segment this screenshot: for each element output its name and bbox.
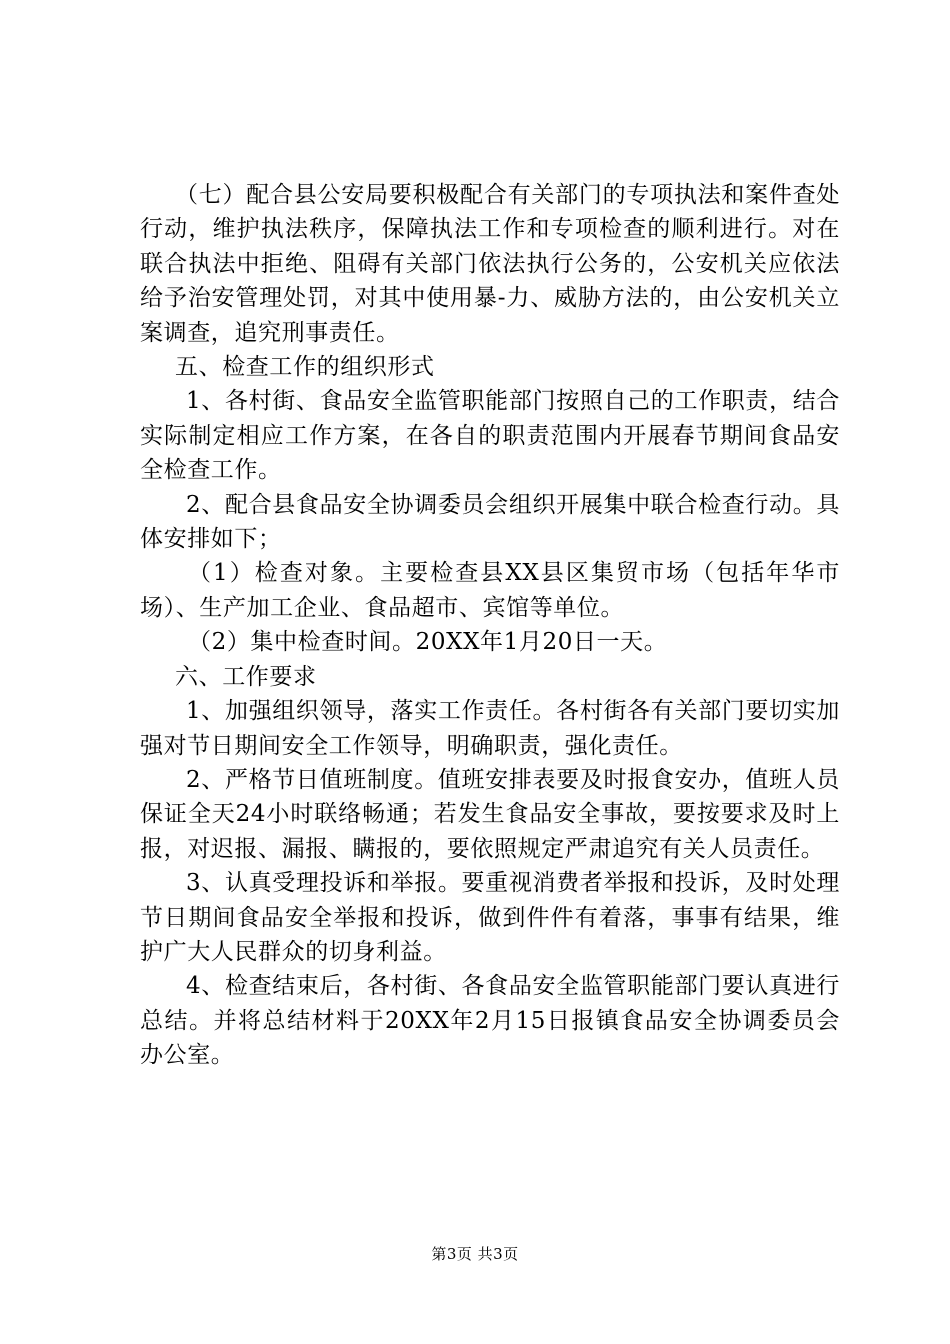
paragraph-requirement-3: 3、认真受理投诉和举报。要重视消费者举报和投诉，及时处理节日期间食品安全举报和投诉，做到件件有着落，事事有结果，维护广大人民群众的切身利益。 — [140, 870, 840, 965]
paragraph-requirement-2: 2、严格节日值班制度。值班安排表要及时报食安办，值班人员保证全天24小时联络畅通；若发生食品安全事故，要按要求及时上报，对迟报、漏报、瞒报的，要依照规定严肃追究有关人员责任。 — [140, 766, 840, 862]
paragraph-public-security: （七）配合县公安局要积极配合有关部门的专项执法和案件查处行动，维护执法秩序，保障执法工作和专项检查的顺利进行。对在联合执法中拒绝、阻碍有关部门依法执行公务的，公安机关应依法给予治安管理处罚，对其中使用暴-力、威胁方法的，由公安机关立案调查，追究刑事责任。 — [140, 182, 840, 346]
page-footer: 第3页 共3页 — [431, 1245, 519, 1263]
paragraph-requirement-1: 1、加强组织领导，落实工作责任。各村街各有关部门要切实加强对节日期间安全工作领导，明确职责，强化责任。 — [140, 698, 840, 759]
section-heading-work-requirements: 六、工作要求 — [175, 663, 317, 690]
paragraph-subitem-2: （2）集中检查时间。20XX年1月20日一天。 — [188, 629, 668, 656]
section-heading-inspection-form: 五、检查工作的组织形式 — [175, 354, 435, 381]
document-body — [140, 178, 840, 1073]
paragraph-requirement-4: 4、检查结束后，各村街、各食品安全监管职能部门要认真进行总结。并将总结材料于20XX年2月15日报镇食品安全协调委员会办公室。 — [140, 973, 840, 1069]
paragraph-item-1: 1、各村街、食品安全监管职能部门按照自己的工作职责，结合实际制定相应工作方案，在各自的职责范围内开展春节期间食品安全检查工作。 — [140, 388, 840, 484]
paragraph-subitem-1: （1）检查对象。主要检查县XX县区集贸市场（包括年华市场）、生产加工企业、食品超市、宾馆等单位。 — [140, 560, 840, 621]
paragraph-item-2: 2、配合县食品安全协调委员会组织开展集中联合检查行动。具体安排如下； — [140, 491, 840, 553]
